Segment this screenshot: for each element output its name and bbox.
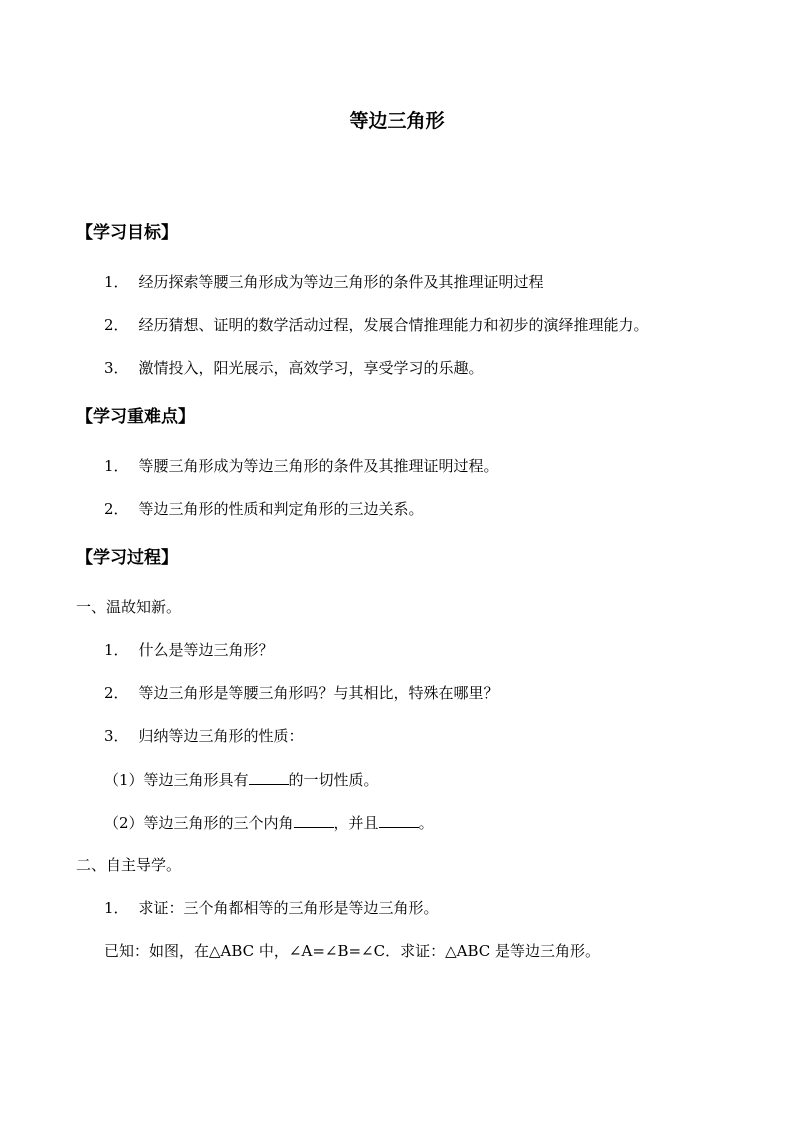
property-sub-2-middle: ，并且 (333, 814, 379, 832)
key-point-text: 等边三角形的性质和判定角形的三边关系。 (138, 500, 424, 518)
part2-item-1 (104, 899, 439, 917)
property-sub-2-prefix: （2）等边三角形的三个内角 (104, 814, 294, 832)
part1-text: 等边三角形是等腰三角形吗？与其相比，特殊在哪里？ (138, 684, 499, 702)
part1-num: 1． (104, 641, 129, 659)
key-point-item-1 (104, 457, 499, 475)
goal-num: 1． (104, 273, 129, 291)
heading-key-points: 【学习重难点】 (76, 407, 195, 427)
fill-in-blank[interactable] (249, 770, 289, 785)
part1-num: 2． (104, 684, 129, 702)
key-point-num: 2． (104, 500, 129, 518)
fill-in-blank[interactable] (294, 813, 334, 828)
part2-num: 1． (104, 899, 129, 917)
goal-item-1 (104, 273, 544, 291)
page-title: 等边三角形 (349, 110, 445, 132)
part1-item-3 (104, 727, 304, 745)
part1-item-1 (104, 641, 274, 659)
goal-num: 2． (104, 316, 129, 334)
part2-title: 二、自主导学。 (76, 856, 182, 874)
property-sub-2 (104, 813, 434, 832)
fill-in-blank[interactable] (379, 813, 419, 828)
goal-text: 经历探索等腰三角形成为等边三角形的条件及其推理证明过程 (138, 273, 544, 291)
goal-text: 经历猜想、证明的数学活动过程，发展合情推理能力和初步的演绎推理能力。 (138, 316, 649, 334)
heading-process: 【学习过程】 (76, 548, 178, 568)
property-sub-1-suffix: 的一切性质。 (288, 771, 379, 789)
part1-text: 什么是等边三角形？ (138, 641, 274, 659)
goal-item-2 (104, 316, 649, 334)
property-sub-2-suffix: 。 (418, 814, 434, 832)
key-point-num: 1． (104, 457, 129, 475)
key-point-item-2 (104, 500, 424, 518)
part1-text: 归纳等边三角形的性质： (138, 727, 304, 745)
key-point-text: 等腰三角形成为等边三角形的条件及其推理证明过程。 (138, 457, 499, 475)
part1-num: 3． (104, 727, 129, 745)
part1-item-2 (104, 684, 499, 702)
goal-num: 3． (104, 359, 129, 377)
goal-item-3 (104, 359, 484, 377)
part2-text: 求证：三个角都相等的三角形是等边三角形。 (138, 899, 439, 917)
property-sub-1-prefix: （1）等边三角形具有 (104, 771, 249, 789)
part2-given: 已知：如图，在△ABC 中，∠A=∠B=∠C．求证：△ABC 是等边三角形。 (104, 942, 601, 960)
heading-goals: 【学习目标】 (76, 223, 178, 243)
property-sub-1 (104, 770, 379, 789)
part1-title: 一、温故知新。 (76, 598, 182, 616)
goal-text: 激情投入，阳光展示，高效学习，享受学习的乐趣。 (138, 359, 484, 377)
